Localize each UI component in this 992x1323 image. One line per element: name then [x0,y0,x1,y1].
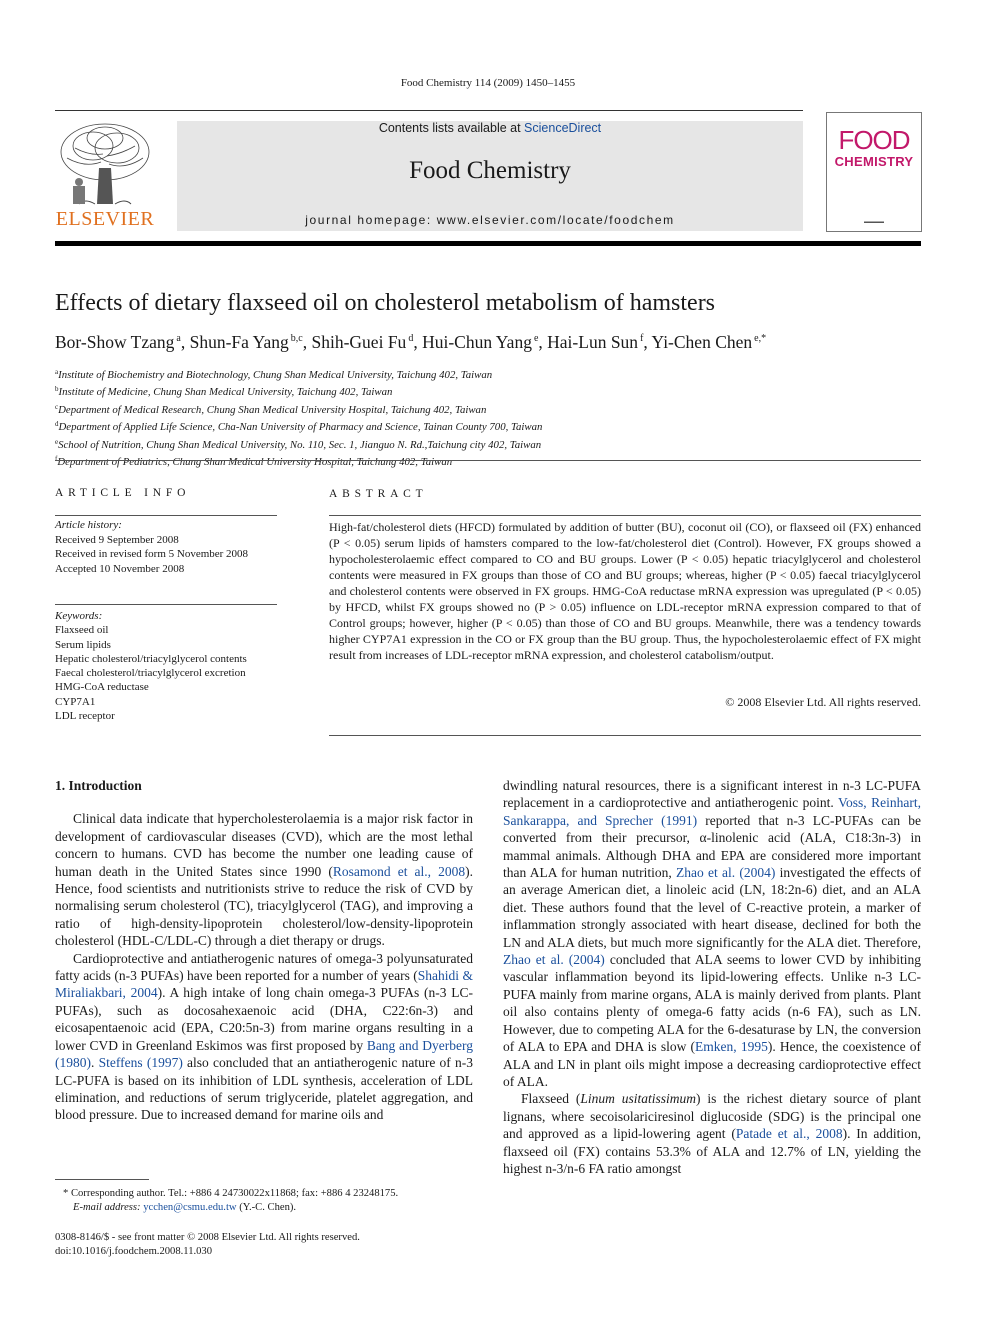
article-info-rule [55,515,277,516]
cover-title-chemistry: CHEMISTRY [834,154,914,169]
doi-line[interactable]: doi:10.1016/j.foodchem.2008.11.030 [55,1246,213,1257]
cover-title-food: FOOD [838,125,910,155]
paragraph: Flaxseed (Linum usitatissimum) is the richest dietary source of plant lignans, where secoisolariciresinol diglucoside (SDG) is the principal one and approved as a lipid-lowering agent (Patade et al., 2008). In addition, flaxseed oil (FX) contains 53.3% of ALA and 12.7% of LN, yielding the highest n-3/n-6 FA ratio amongst [503,1091,921,1176]
article-title: Effects of dietary flaxseed oil on cholesterol metabolism of hamsters [55,290,716,316]
citation-link[interactable]: Patade et al., 2008 [735,1126,843,1142]
keyword: CYP7A1 [55,695,96,708]
email-line: E-mail address: ycchen@csmu.edu.tw (Y.-C. Chen). [73,1202,297,1213]
history-item: Received 9 September 2008 [55,533,179,546]
affiliation: $^e$School of Nutrition, Chung Shan Medical University, No. 110, Sec. 1, Jianguo N. Rd.,Taichung city 402, Taiwan [55,437,542,451]
keywords-label: Keywords: [55,610,103,622]
corresponding-author-contact: * Corresponding author. Tel.: +886 4 24730022x11868; fax: +886 4 23248175. [63,1188,399,1199]
citation-link[interactable]: Rosamond et al., 2008 [332,863,466,879]
citation-link[interactable]: Shahidi & Miraliakbari, 2004 [55,968,473,1001]
header-rule [55,110,803,111]
citation-link[interactable]: Zhao et al. (2004) [503,952,605,968]
affiliation: $^c$Department of Medical Research, Chung Shan Medical University Hospital, Taichung 402, Taiwan [55,402,487,416]
abstract-text: High-fat/cholesterol diets (HFCD) formulated by addition of butter (BU), coconut oil (CO), or flaxseed oil (FX) enhanced (P < 0.05) serum lipids of hamsters compared to the low-fat/cholesterol diet (Control). However, FX groups showed a hypocholesterolaemic effect compared to CO and BU groups. Lower (P < 0.05) hepatic triacylglycerol and cholesterol contents were measured in FX groups than those of CO and BU groups; whereas, higher (P < 0.05) faecal triacylglycerol and cholesterol contents were observed in FX groups. HMG-CoA reductase mRNA expression was upregulated (P < 0.05) by HFCD, whilst FX groups showed no (P > 0.05) influence on LDL-receptor mRNA expression compared to that of Control groups; however, higher (P < 0.05) than those of CO and BU groups. Meanwhile, there was a tendency towards higher CYP7A1 expression in the CO or FX group than the BU group. Thus, the hypocholesterolaemic effect of FX might result from increases of LDL-receptor mRNA expression, and cholesterol catabolism/output. [329,520,921,662]
contents-prefix: Contents lists available at [378,121,525,135]
abstract-rule [329,515,921,516]
affiliation: $^f$Department of Pediatrics, Chung Shan Medical University Hospital, Taichung 402, Taiwan [55,455,453,469]
keyword: LDL receptor [55,710,115,723]
journal-homepage[interactable]: journal homepage: www.elsevier.com/locate/foodchem [305,213,675,227]
affiliation: $^b$Institute of Medicine, Chung Shan Medical University, Taichung 402, Taiwan [55,385,393,399]
citation-link[interactable]: Voss, Reinhart, Sankarappa, and Sprecher (1991) [503,795,921,828]
abstract-heading: ABSTRACT [329,488,428,500]
footnote-rule [55,1179,149,1180]
issn-line: 0308-8146/$ - see front matter © 2008 Elsevier Ltd. All rights reserved. [55,1232,360,1243]
author: Shun-Fa Yang $^{b,c}$ [189,332,303,352]
contents-line [177,121,803,135]
body-column-right [503,777,921,1177]
elsevier-wordmark: ELSEVIER [55,208,155,230]
article-info-heading: ARTICLE INFO [55,487,191,499]
history-label: Article history: [55,519,122,531]
section-heading-introduction: 1. Introduction [55,778,142,793]
author: Hai-Lun Sun $^f$ [547,332,644,352]
abstract-end-rule [329,735,921,736]
citation-link[interactable]: Steffens (1997) [98,1055,183,1071]
body-column-left [55,777,473,1124]
keyword: Flaxseed oil [55,624,109,637]
keyword: HMG-CoA reductase [55,681,149,694]
affiliation: $^a$Institute of Biochemistry and Biotechnology, Chung Shan Medical University, Taichung 402, Taiwan [55,368,493,381]
journal-citation: Food Chemistry 114 (2009) 1450–1455 [400,77,576,89]
keyword-list [55,609,277,723]
affiliation-list [55,365,921,469]
affiliation-rule [55,460,921,461]
citation-link[interactable]: Emken, 1995 [695,1039,768,1055]
history-item: Accepted 10 November 2008 [55,562,185,575]
corresponding-author-note [55,1187,473,1215]
author: Shih-Guei Fu $^d$ [311,332,414,352]
cover-publisher-mark: ▬▬▬▬ [864,220,884,225]
article-history [55,518,277,576]
header-thick-rule [55,241,921,246]
paragraph: Clinical data indicate that hypercholesterolaemia is a major risk factor in development of cardiovascular diseases (CVD), which are the most lethal concern to humans. CVD has become the number one leading cause of human death in the United States since 1990 (Rosamond et al., 2008). Hence, food scientists and nutritionists strive to reduce the risk of CVD by normalising serum cholesterol (TC), triacylglycerol (TAG), and improving a ratio of high-density-lipoprotein cholesterol/low-density-lipoprotein cholesterol (HDL-C/LDL-C) through a diet therapy or drugs. [55,811,473,949]
journal-cover-thumbnail [826,112,922,232]
citation-link[interactable]: Zhao et al. (2004) [676,865,776,881]
abstract-copyright: © 2008 Elsevier Ltd. All rights reserved. [725,695,921,709]
author-list: Bor-Show Tzang $^a$, Shun-Fa Yang $^{b,c}$, Shih-Guei Fu $^d$, Hui-Chun Yang $^e$, Hai-Lun Sun $^f$, Yi-Chen Chen $^{e,*}$ [55,332,767,352]
sciencedirect-link[interactable]: ScienceDirect [524,121,602,135]
keywords-rule [55,604,277,605]
paragraph: dwindling natural resources, there is a significant interest in n-3 LC-PUFA replacement in a cardioprotective and antiatherogenic point. Voss, Reinhart, Sankarappa, and Sprecher (1991) reported that n-3 LC-PUFAs can be converted from their precursor, α-linolenic acid (ALA, C18:3n-3) in mammal animals. Although DHA and EPA are considered more important than ALA for human nutrition, Zhao et al. (2004) investigated the effects of an average American diet, a linoleic acid (LN, 18:2n-6) diet, and an ALA diet. These authors found that the level of C-reactive protein, a marker of inflammation strongly associated with heart disease, declined for both the LN and ALA diets, but much more significantly for the ALA diet. Therefore, Zhao et al. (2004) concluded that ALA seems to lower CVD by inhibiting vascular inflammation beyond its lipid-lowering effects. Unlike n-3 LC-PUFA mainly from marine organs, ALA is mainly derived from plants. Plant oil also contains plenty of omega-6 fatty acids (n-6 FA), such as LN. However, due to competing ALA for the 6-desaturase by LN, the conversion of ALA to EPA and DHA is slow (Emken, 1995). Hence, the coexistence of ALA and LN in plant oils might impose a decreasing cardioprotective effect of ALA. [503,778,922,1089]
paragraph: Cardioprotective and antiatherogenic natures of omega-3 polyunsaturated fatty acids (n-3 PUFAs) have been reported for a number of years (Shahidi & Miraliakbari, 2004). A high intake of long chain omega-3 PUFAs (n-3 LC-PUFAs), such as docosahexaenoic acid (DHA, C22:6n-3) and eicosapentaenoic acid (EPA, C20:5n-3) from marine organs resulting in a lower CVD in Greenland Eskimos was first proposed by Bang and Dyerberg (1980). Steffens (1997) also concluded that an antiatherogenic nature of n-3 LC-PUFA is based on its inhibition of LDL synthesis, acceleration of LDL elimination, and reductions of serum triglyceride, platelet aggregation, and blood pressure. Due to increased demand for marine oils and [55,950,474,1123]
issn-doi-block [55,1231,473,1259]
keyword: Serum lipids [55,638,111,651]
affiliation: $^d$Department of Applied Life Science, Cha-Nan University of Pharmacy and Science, Tainan County 700, Taiwan [55,420,543,434]
author: Hui-Chun Yang $^e$ [422,332,539,352]
keyword: Faecal cholesterol/triacylglycerol excretion [55,667,246,680]
keyword: Hepatic cholesterol/triacylglycerol contents [55,652,247,665]
citation-link[interactable]: Bang and Dyerberg (1980) [55,1037,473,1071]
history-item: Received in revised form 5 November 2008 [55,548,249,560]
author: Yi-Chen Chen $^{e,*}$ [651,332,767,352]
journal-name: Food Chemistry [409,157,571,184]
author-email-link[interactable]: ycchen@csmu.edu.tw [143,1202,237,1213]
author: Bor-Show Tzang $^a$ [55,332,181,352]
species-name: Linum usitatissimum [580,1091,696,1107]
